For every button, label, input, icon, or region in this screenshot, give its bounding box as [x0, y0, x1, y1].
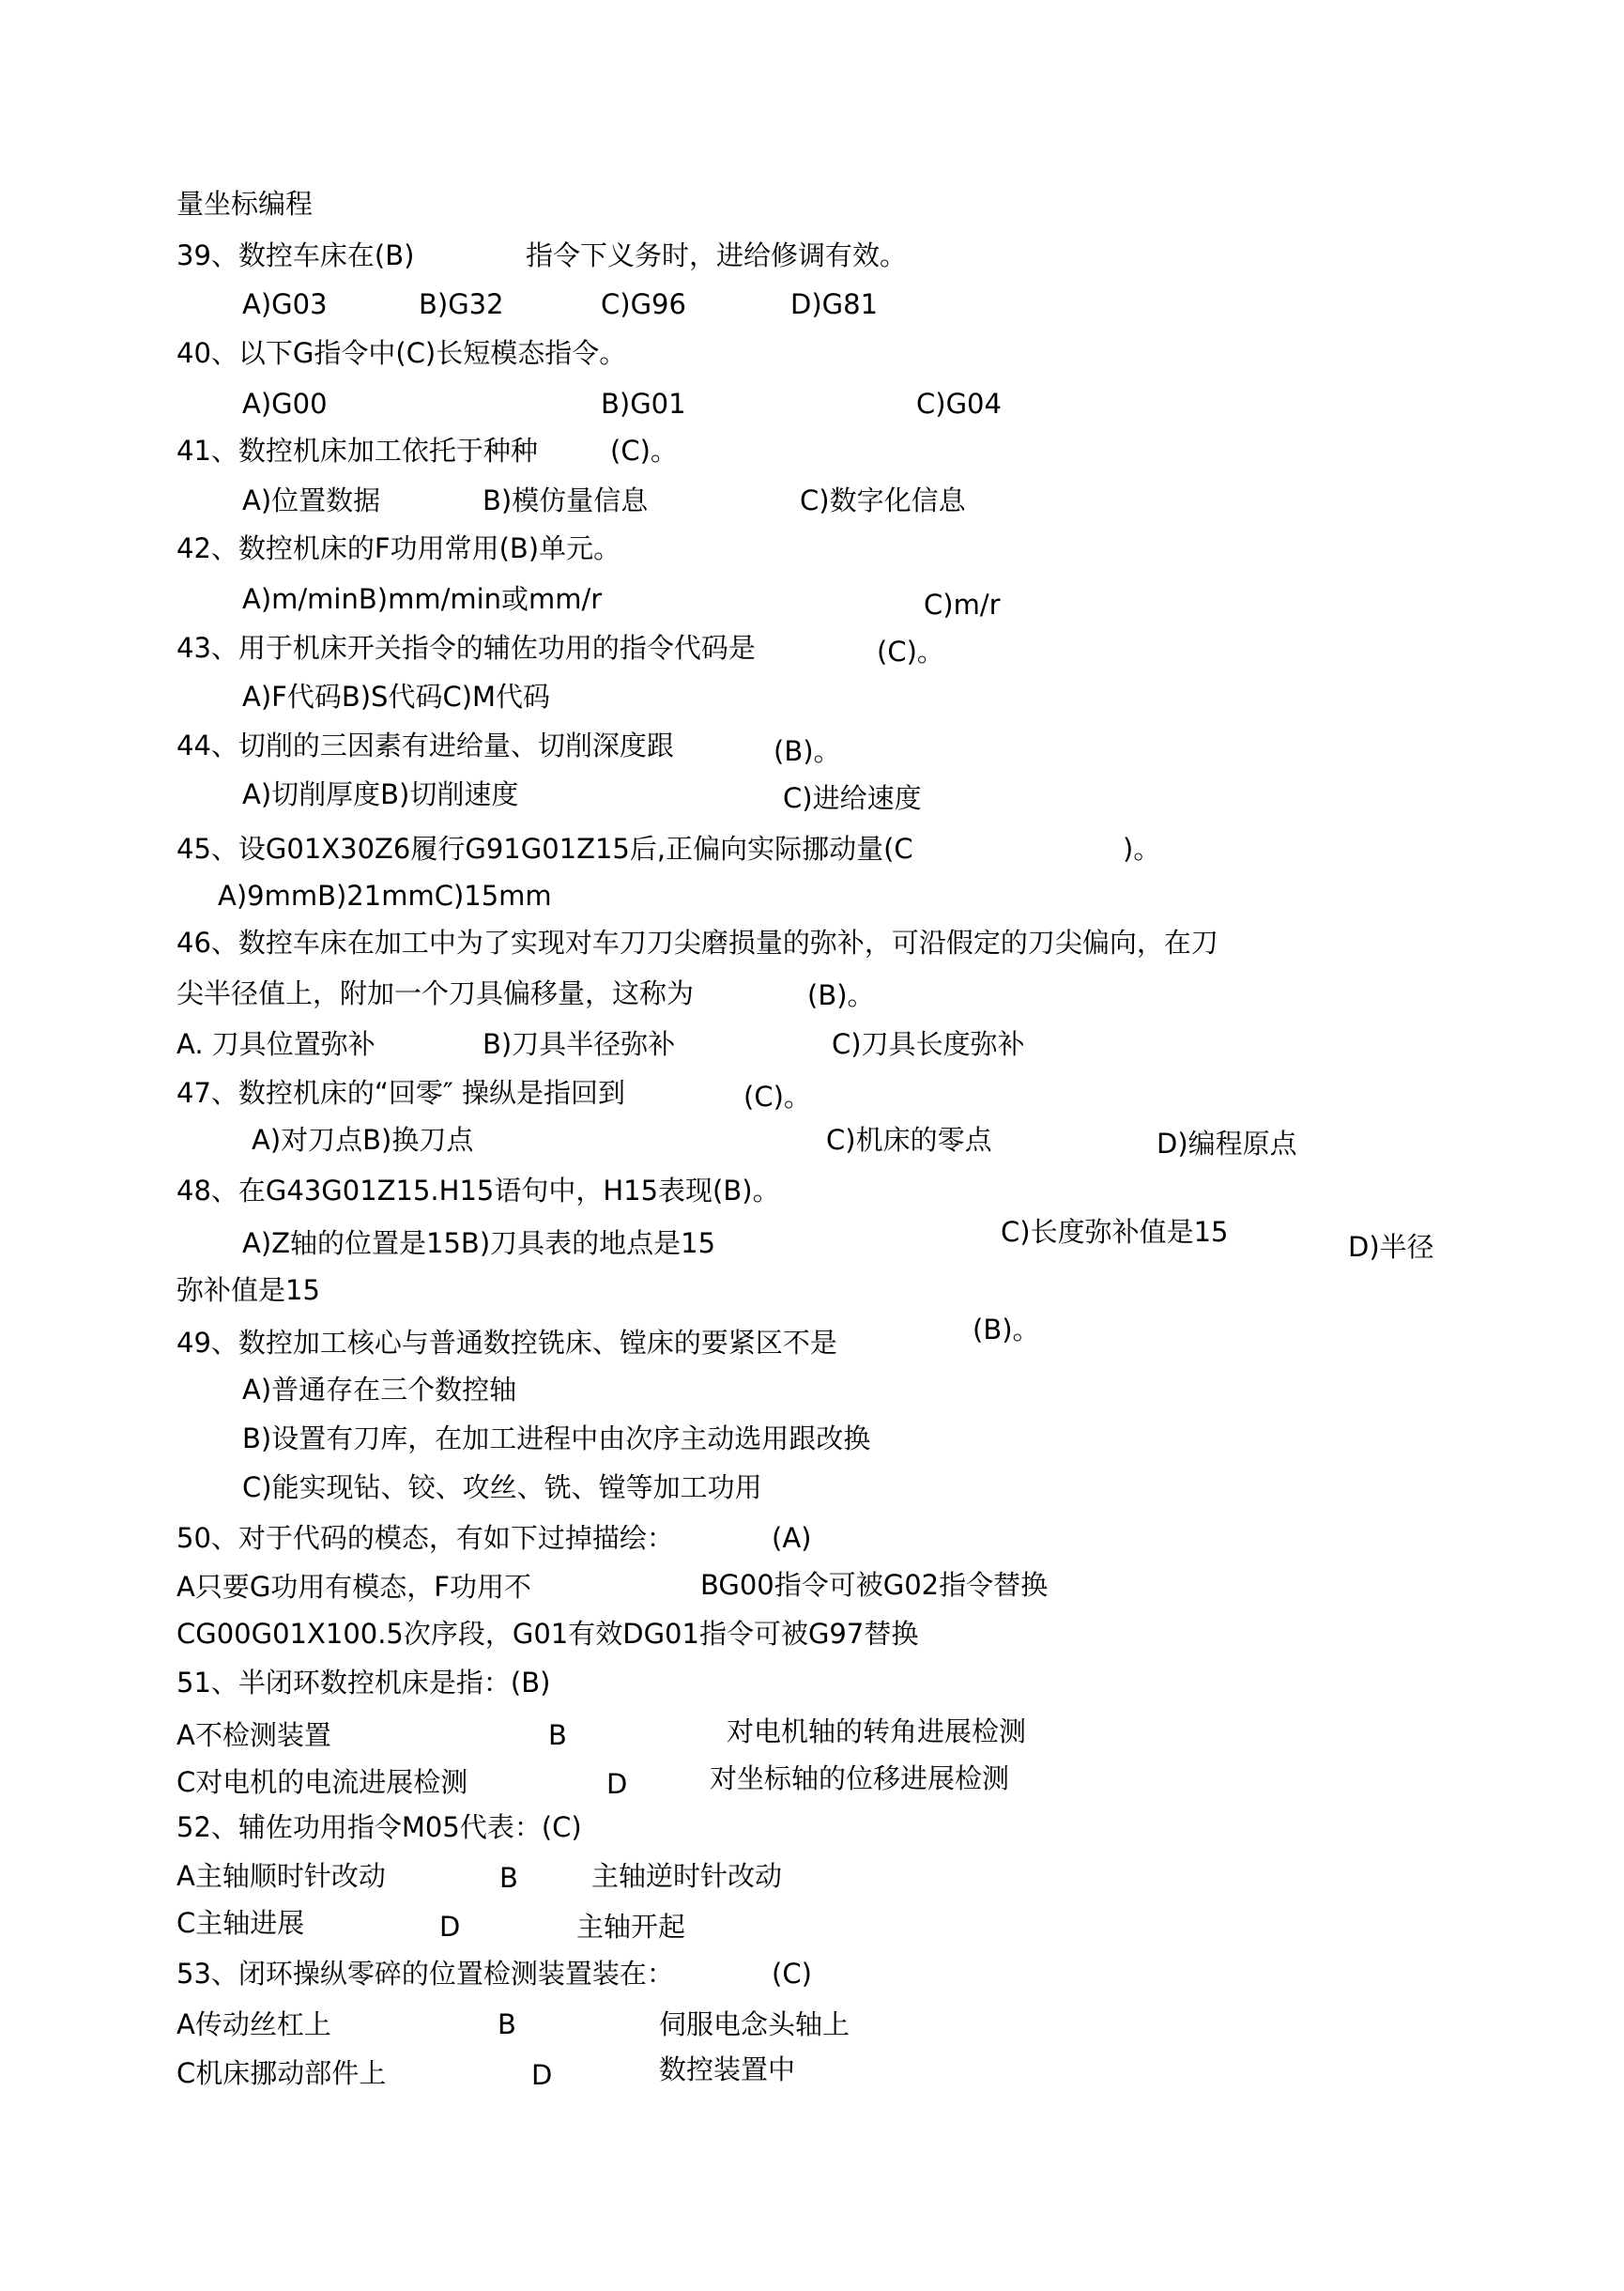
- option: CG00G01X100.5次序段，G01有效DG01指令可被G97替换: [176, 1618, 919, 1650]
- option: A)位置数据: [242, 484, 381, 516]
- question-53: 53、闭环操纵零碎的位置检测装置装在：: [176, 1958, 674, 1990]
- question-45: 45、设G01X30Z6履行G91G01Z15后,正偏向实际挪动量(C: [176, 833, 913, 865]
- option: 数控装置中: [659, 2053, 796, 2085]
- option: C)机床的零点: [826, 1124, 992, 1156]
- option: D)编程原点: [1157, 1128, 1297, 1160]
- option: A)切削厚度B)切削速度: [242, 778, 519, 810]
- question-43: 43、用于机床开关指令的辅佐功用的指令代码是: [176, 632, 756, 664]
- option: A)9mmB)21mmC)15mm: [218, 880, 552, 912]
- option: B)刀具半径弥补: [483, 1028, 676, 1060]
- option: C对电机的电流进展检测: [176, 1766, 468, 1798]
- option: C)进给速度: [783, 782, 922, 814]
- question-46: 46、数控车床在加工中为了实现对车刀刀尖磨损量的弥补，可沿假定的刀尖偏向，在刀: [176, 927, 1218, 959]
- option: B: [499, 1862, 518, 1894]
- option: A)m/minB)mm/min或mm/r: [242, 583, 603, 615]
- option: C)G04: [916, 388, 1002, 420]
- option: A不检测装置: [176, 1719, 331, 1751]
- option: A)对刀点B)换刀点: [252, 1124, 474, 1156]
- option: B)G01: [601, 388, 686, 420]
- option: 伺服电念头轴上: [659, 2008, 850, 2040]
- option: C)能实现钻、铰、攻丝、铣、镗等加工功用: [242, 1471, 762, 1503]
- option: A)G03: [242, 288, 328, 320]
- option: C)长度弥补值是15: [1001, 1216, 1229, 1248]
- option: B: [498, 2008, 516, 2040]
- option: 主轴逆时针改动: [591, 1860, 783, 1892]
- answer: (B)。: [807, 979, 875, 1011]
- option: C)刀具长度弥补: [832, 1028, 1025, 1060]
- answer: (C)。: [877, 636, 944, 668]
- text-line: )。: [1123, 833, 1161, 865]
- option: 对坐标轴的位移进展检测: [710, 1762, 1010, 1794]
- text-line: 弥补值是15: [176, 1274, 320, 1306]
- question-44: 44、切削的三因素有进给量、切削深度跟: [176, 730, 674, 761]
- option: B)G32: [419, 288, 504, 320]
- option: C机床挪动部件上: [176, 2057, 387, 2089]
- option: A传动丝杠上: [176, 2008, 331, 2040]
- question-48: 48、在G43G01Z15.H15语句中，H15表现(B)。: [176, 1175, 780, 1207]
- question-51: 51、半闭环数控机床是指：(B): [176, 1667, 551, 1699]
- text-line: 指令下义务时，进给修调有效。: [526, 239, 908, 271]
- option: A)F代码B)S代码C)M代码: [242, 681, 551, 713]
- answer: (C): [772, 1958, 812, 1990]
- option: D: [531, 2059, 553, 2091]
- text-line: 尖半径值上，附加一个刀具偏移量，这称为: [176, 977, 695, 1009]
- option: C)G96: [601, 288, 686, 320]
- option: A. 刀具位置弥补: [176, 1028, 375, 1060]
- answer: (B)。: [774, 735, 841, 767]
- question-39: 39、数控车床在(B): [176, 239, 415, 271]
- option: D: [606, 1768, 628, 1800]
- question-50: 50、对于代码的模态，有如下过掉描绘：: [176, 1522, 674, 1554]
- option: D)半径: [1348, 1231, 1434, 1263]
- answer: (C)。: [610, 435, 678, 467]
- answer: (A): [772, 1522, 812, 1554]
- option: B)模仿量信息: [483, 484, 649, 516]
- option: D: [439, 1911, 461, 1943]
- text-line: 量坐标编程: [176, 188, 314, 220]
- option: A)Z轴的位置是15B)刀具表的地点是15: [242, 1227, 716, 1259]
- option: C)数字化信息: [800, 484, 966, 516]
- option: D)G81: [790, 288, 879, 320]
- option: A)普通存在三个数控轴: [242, 1374, 517, 1406]
- question-52: 52、辅佐功用指令M05代表：(C): [176, 1811, 582, 1843]
- option: C主轴进展: [176, 1907, 305, 1939]
- question-49: 49、数控加工核心与普通数控铣床、镗床的要紧区不是: [176, 1327, 837, 1359]
- answer: (C)。: [743, 1081, 811, 1113]
- question-47: 47、数控机床的“回零″ 操纵是指回到: [176, 1077, 625, 1109]
- option: B: [548, 1719, 567, 1751]
- question-40: 40、以下G指令中(C)长短模态指令。: [176, 337, 627, 369]
- option: A)G00: [242, 388, 328, 420]
- answer: (B)。: [973, 1314, 1040, 1345]
- question-41: 41、数控机床加工依托于种种: [176, 435, 538, 467]
- question-42: 42、数控机床的F功用常用(B)单元。: [176, 532, 621, 564]
- option: B)设置有刀库，在加工进程中由次序主动选用跟改换: [242, 1422, 871, 1454]
- option: C)m/r: [924, 589, 1001, 621]
- option: 主轴开起: [576, 1911, 686, 1943]
- option: A主轴顺时针改动: [176, 1860, 386, 1892]
- option: BG00指令可被G02指令替换: [700, 1569, 1049, 1601]
- option: A只要G功用有模态，F功用不: [176, 1571, 531, 1603]
- option: 对电机轴的转角进展检测: [727, 1715, 1027, 1747]
